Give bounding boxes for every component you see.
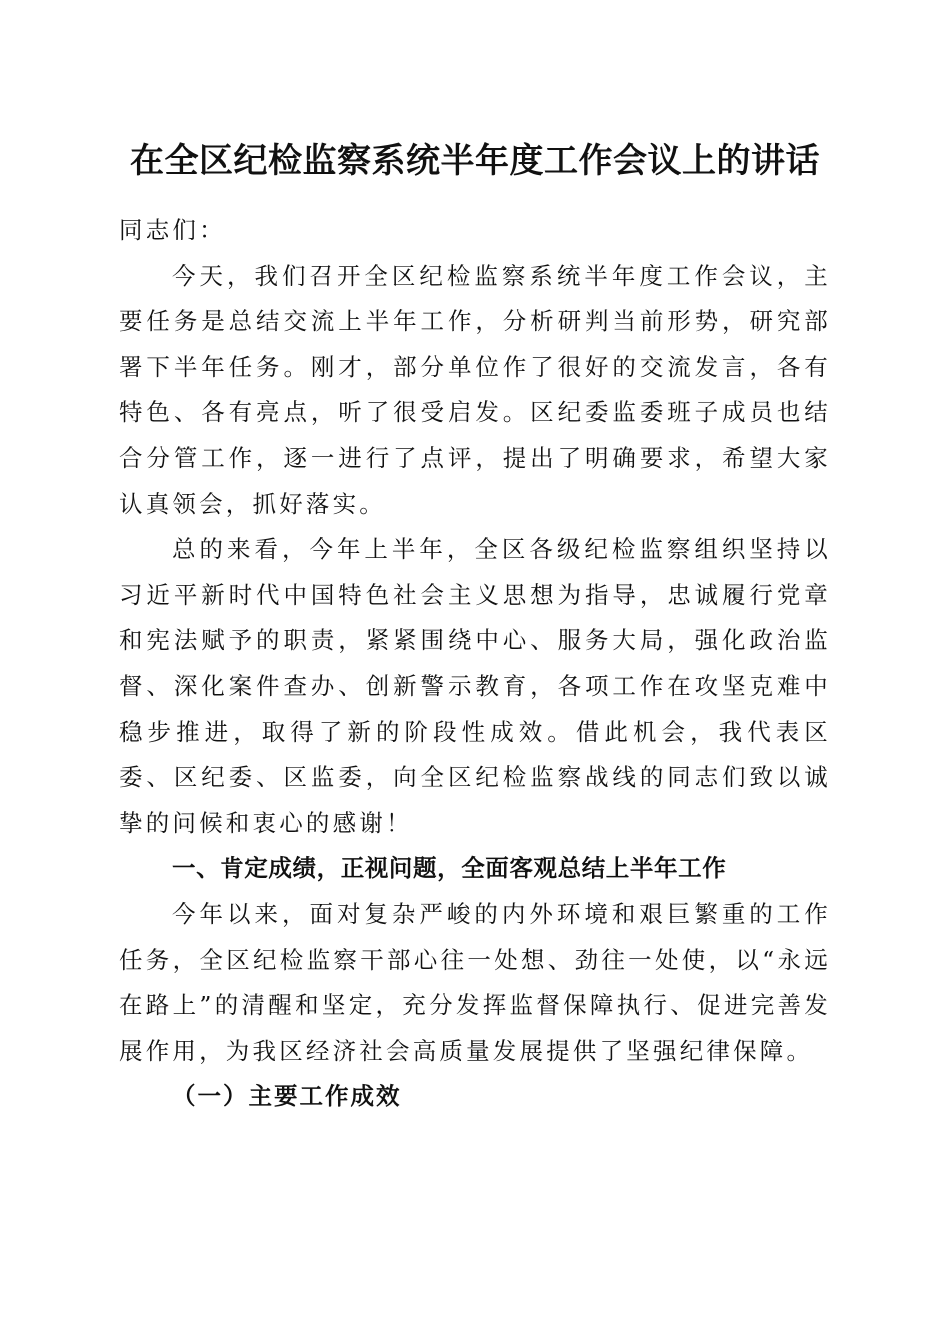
salutation: 同志们： bbox=[119, 216, 226, 244]
section-heading-1: 一、肯定成绩，正视问题，全面客观总结上半年工作 bbox=[172, 854, 727, 883]
document-body bbox=[119, 208, 831, 1120]
paragraph-summary: 总的来看，今年上半年，全区各级纪检监察组织坚持以习近平新时代中国特色社会主义思想为指导，忠诚履行党章和宪法赋予的职责，紧紧围绕中心、服务大局，强化政治监督、深化案件查办、创新警示教育，各项工作在攻坚克难中稳步推进，取得了新的阶段性成效。借此机会，我代表区委、区纪委、区监委，向全区纪检监察战线的同志们致以诚挚的问候和衷心的感谢！ bbox=[119, 535, 831, 837]
document-title: 在全区纪检监察系统半年度工作会议上的讲话 bbox=[130, 141, 820, 181]
paragraph-opening: 今天，我们召开全区纪检监察系统半年度工作会议，主要任务是总结交流上半年工作，分析研判当前形势，研究部署下半年任务。刚才，部分单位作了很好的交流发言，各有特色、各有亮点，听了很受启发。区纪委监委班子成员也结合分管工作，逐一进行了点评，提出了明确要求，希望大家认真领会，抓好落实。 bbox=[119, 261, 831, 518]
subsection-heading-1: （一）主要工作成效 bbox=[172, 1082, 402, 1111]
paragraph-section-1: 今年以来，面对复杂严峻的内外环境和艰巨繁重的工作任务，全区纪检监察干部心往一处想、劲往一处使，以“永远在路上”的清醒和坚定，充分发挥监督保障执行、促进完善发展作用，为我区经济社会高质量发展提供了坚强纪律保障。 bbox=[119, 899, 831, 1065]
